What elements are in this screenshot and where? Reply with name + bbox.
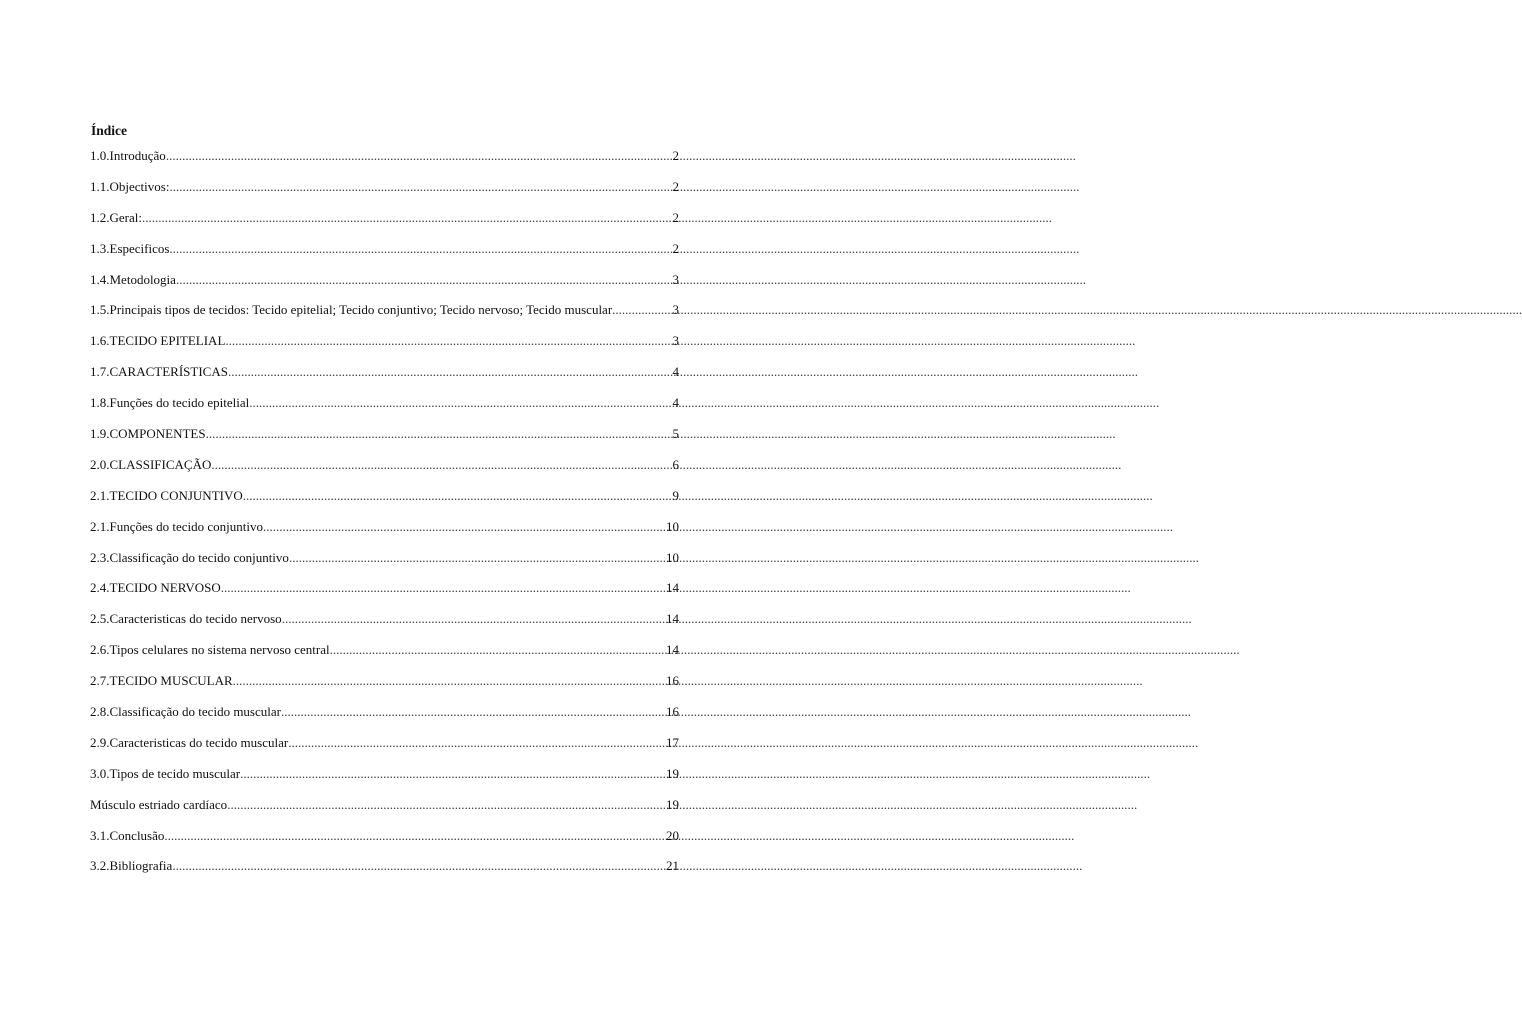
toc-dot-leader <box>249 393 672 413</box>
toc-dot-leader <box>142 208 673 228</box>
toc-dot-leader <box>288 733 666 753</box>
toc-entry[interactable] <box>90 393 679 424</box>
toc-entry[interactable] <box>90 362 679 393</box>
toc-entry-page: 20 <box>666 827 679 843</box>
toc-entry-label: 1.9.COMPONENTES <box>90 426 206 442</box>
toc-entry[interactable] <box>90 548 679 579</box>
toc-entry-label: 1.0.Introdução <box>90 148 166 163</box>
toc-entry[interactable] <box>90 270 679 301</box>
toc-entry[interactable] <box>90 177 679 208</box>
toc-entry[interactable] <box>90 826 679 857</box>
toc-entry[interactable] <box>90 764 679 795</box>
toc-entry-label: 2.9.Caracteristicas do tecido muscular <box>90 734 289 750</box>
toc-entry-page: 10 <box>666 518 679 534</box>
toc-entry[interactable] <box>90 146 679 177</box>
toc-entry-page: 6 <box>672 456 679 472</box>
toc-entry[interactable] <box>90 424 679 455</box>
toc-entry-page: 4 <box>672 364 679 380</box>
toc-entry-label: 2.8.Classificação do tecido muscular <box>90 704 281 720</box>
toc-dot-leader <box>233 671 666 691</box>
toc-entry[interactable] <box>90 733 679 764</box>
toc-dot-leader <box>289 548 666 568</box>
toc-entry-page: 14 <box>666 642 679 658</box>
toc-entry-label: 2.4.TECIDO NERVOSO <box>90 580 221 596</box>
toc-dot-leader <box>164 826 666 846</box>
toc-entry[interactable] <box>90 208 679 239</box>
toc-entry-page: 3 <box>672 271 679 287</box>
toc-entry[interactable] <box>90 702 679 733</box>
toc-dot-leader <box>206 424 673 444</box>
toc-entry[interactable] <box>90 640 679 671</box>
toc-dot-leader <box>225 331 672 351</box>
toc-entry[interactable] <box>90 578 679 609</box>
toc-entry-label: 2.5.Caracteristicas do tecido nervoso <box>90 611 282 627</box>
toc-dot-leader <box>166 146 673 166</box>
toc-entry-page: 21 <box>666 858 679 874</box>
toc-entry[interactable] <box>90 300 679 331</box>
toc-entry-page: 16 <box>666 673 679 689</box>
toc-entry-page: 3 <box>672 302 679 318</box>
toc-entry-page: 14 <box>666 611 679 627</box>
toc-entry-label: 1.5.Principais tipos de tecidos: Tecido epitelial; Tecido conjuntivo; Tecido nervoso; Tecido muscular <box>90 302 613 318</box>
toc-entry-page: 10 <box>666 549 679 565</box>
toc-dot-leader <box>330 640 666 660</box>
toc-entry-label: 2.0.CLASSIFICAÇÃO <box>90 456 212 472</box>
toc-entry-label: 2.6.Tipos celulares no sistema nervoso central <box>90 642 330 658</box>
toc-entry[interactable] <box>90 671 679 702</box>
toc-dot-leader <box>221 578 666 598</box>
toc-entry[interactable] <box>90 856 679 887</box>
toc-entry-label: 3.2.Bibliografia <box>90 858 173 874</box>
toc-entry[interactable] <box>90 795 679 826</box>
toc-heading: Índice <box>91 123 128 138</box>
toc-entry-page: 3 <box>672 333 679 349</box>
toc-entry-label: 1.6.TECIDO EPITELIAL <box>90 333 226 349</box>
toc-dot-leader <box>243 486 673 506</box>
table-of-contents <box>90 146 679 887</box>
toc-dot-leader <box>228 362 673 382</box>
toc-dot-leader <box>172 856 666 876</box>
toc-entry-label: 2.1.Funções do tecido conjuntivo <box>90 518 263 534</box>
toc-dot-leader <box>211 455 672 475</box>
toc-entry-label: 3.0.Tipos de tecido muscular <box>90 765 241 781</box>
toc-entry[interactable] <box>90 609 679 640</box>
toc-dot-leader <box>282 609 666 629</box>
toc-entry-page: 2 <box>672 240 679 256</box>
toc-entry-label: 1.4.Metodologia <box>90 271 176 287</box>
toc-entry-page: 9 <box>672 487 679 503</box>
toc-entry-page: 14 <box>666 580 679 596</box>
toc-entry-label: 2.7.TECIDO MUSCULAR <box>90 673 233 689</box>
toc-dot-leader <box>169 239 672 259</box>
toc-entry-page: 19 <box>666 796 679 812</box>
toc-entry-label: 1.8.Funções do tecido epitelial <box>90 395 250 411</box>
toc-dot-leader <box>227 795 666 815</box>
toc-entry-page: 16 <box>666 704 679 720</box>
toc-entry[interactable] <box>90 331 679 362</box>
toc-dot-leader <box>263 517 666 537</box>
toc-entry[interactable] <box>90 455 679 486</box>
toc-entry[interactable] <box>90 239 679 270</box>
toc-entry-label: 2.1.TECIDO CONJUNTIVO <box>90 487 243 503</box>
toc-dot-leader <box>176 270 673 290</box>
toc-entry-label: 3.1.Conclusão <box>90 827 165 843</box>
toc-entry-label: 1.7.CARACTERÍSTICAS <box>90 364 228 380</box>
toc-entry-label: 1.2.Geral: <box>90 209 142 225</box>
toc-entry-label: 2.3.Classificação do tecido conjuntivo <box>90 549 289 565</box>
toc-entry-label: 1.1.Objectivos: <box>90 178 170 194</box>
toc-dot-leader <box>612 300 672 320</box>
toc-entry-label: Músculo estriado cardíaco <box>90 796 228 812</box>
toc-entry-page: 2 <box>672 178 679 194</box>
toc-entry-label: 1.3.Especificos <box>90 240 170 256</box>
toc-entry-page: 4 <box>672 395 679 411</box>
toc-dot-leader <box>281 702 666 722</box>
toc-dot-leader <box>169 177 672 197</box>
toc-entry-page: 5 <box>672 426 679 442</box>
toc-dot-leader <box>240 764 666 784</box>
toc-entry[interactable] <box>90 517 679 548</box>
toc-entry[interactable] <box>90 486 679 517</box>
toc-entry-page: 2 <box>672 209 679 225</box>
toc-entry-page: 2 <box>672 148 679 163</box>
toc-entry-page: 19 <box>666 765 679 781</box>
toc-entry-page: 17 <box>666 734 679 750</box>
